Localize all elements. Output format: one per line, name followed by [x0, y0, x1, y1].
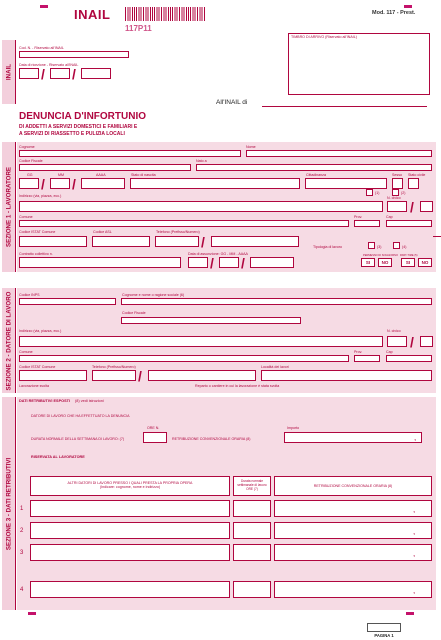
- altri-datori-row-2[interactable]: [30, 522, 230, 539]
- datore-denuncia-label: DATORE DI LAVORO CHE HA EFFETTUATO LA DENUNCIA: [31, 414, 130, 418]
- decimal-comma: ,: [413, 505, 416, 514]
- option-2-checkbox[interactable]: [392, 189, 399, 196]
- date-separator: /: [72, 66, 76, 82]
- gg-label: GG: [27, 173, 33, 177]
- option-1-checkbox[interactable]: [366, 189, 373, 196]
- ore-field[interactable]: [143, 432, 167, 443]
- codice-asl-field[interactable]: [92, 236, 150, 247]
- telefono-datore-numero[interactable]: [148, 370, 256, 381]
- telefono-numero-field[interactable]: [211, 236, 299, 247]
- codice-fiscale-label: Codice Fiscale: [19, 159, 43, 163]
- nato-a-label: Nato a: [196, 159, 207, 163]
- altri-datori-row-4[interactable]: [30, 581, 230, 598]
- retrib-header: [274, 476, 432, 496]
- nome-field[interactable]: [246, 150, 432, 157]
- row-number-3: 3: [20, 550, 24, 556]
- codice-fiscale-field[interactable]: [19, 164, 191, 171]
- nascita-mm-field[interactable]: [50, 178, 70, 189]
- cap-field[interactable]: [386, 220, 432, 227]
- comune-field[interactable]: [19, 220, 349, 227]
- ore-n-label: ORE N.: [147, 426, 160, 430]
- form-title: DENUNCIA D'INFORTUNIO: [19, 111, 147, 122]
- data-ricezione-label: Data di ricezione - Riservato all'INAIL: [19, 63, 79, 67]
- side-label-inail: INAIL: [2, 40, 16, 104]
- option-3-label: (3): [377, 245, 382, 249]
- contratto-label: Contratto collettivo n.: [19, 252, 53, 256]
- altri-datori-title: ALTRI DATORI DI LAVORO PRESSO I QUALI PRESTA LA PROPRIA OPERA: [67, 481, 193, 485]
- part-time-no-checkbox[interactable]: NO: [418, 258, 432, 267]
- n-civico-field-1[interactable]: [387, 201, 407, 212]
- page-number: PAGINA 1: [374, 633, 394, 638]
- stato-civile-label: Stato civile: [408, 173, 426, 177]
- codice-fiscale-datore-label: Codice Fiscale: [122, 311, 146, 315]
- option-2-label: (2): [401, 191, 406, 195]
- row-number-2: 2: [20, 528, 24, 534]
- prov-field[interactable]: [354, 220, 380, 227]
- telefono-datore-prefisso[interactable]: [92, 370, 136, 381]
- codice-istat-datore-label: Codice ISTAT Comune: [19, 365, 56, 369]
- civico-separator: /: [410, 334, 414, 350]
- section-3-sidebar: SEZIONE 3 - DATI RETRIBUTIVI: [2, 397, 16, 610]
- durata-label: DURATA NORMALE DELLA SETTIMANA DI LAVORO: (7): [31, 437, 125, 441]
- option-4-checkbox[interactable]: [393, 242, 400, 249]
- indirizzo-label: Indirizzo (via, piazza, ecc.): [19, 194, 62, 198]
- telefono-label: Telefono (Prefisso/Numero): [156, 230, 200, 234]
- nato-a-field[interactable]: [196, 164, 432, 171]
- page-number-box: [367, 623, 401, 638]
- codice-istat-field[interactable]: [19, 236, 87, 247]
- date-separator: /: [41, 176, 45, 192]
- cod-label: Cod. N. - Riservato all'INAIL: [19, 46, 64, 50]
- date-separator: /: [41, 66, 45, 82]
- riservata-label: RISERVATA AL LAVORATORE: [31, 455, 85, 459]
- data-assunzione-label: Data di assunzione: GG - MM - AAAA: [188, 252, 248, 256]
- ore-row-4[interactable]: [233, 581, 271, 598]
- nascita-aaaa-field[interactable]: [81, 178, 125, 189]
- altri-datori-row-1[interactable]: [30, 500, 230, 517]
- cap-datore-label: Cap: [386, 350, 393, 354]
- decimal-comma: ,: [414, 433, 417, 442]
- stato-civile-field[interactable]: [408, 178, 419, 189]
- dati-esposti-label: [19, 399, 104, 403]
- data-ricezione-mm[interactable]: [50, 68, 70, 79]
- stato-nascita-label: Stato di nascita: [131, 173, 156, 177]
- cittadinanza-label: Cittadinanza: [306, 173, 326, 177]
- form-subtitle-1: DI ADDETTI A SERVIZI DOMESTICI E FAMILIARI E: [19, 124, 138, 130]
- part-time-si-checkbox[interactable]: SI: [401, 258, 415, 267]
- aaaa-label: AAAA: [96, 173, 106, 177]
- assunzione-gg-field[interactable]: [188, 257, 208, 268]
- altri-datori-subtitle: (Indicare: cognome, nome e indirizzo): [99, 485, 161, 489]
- all-inail-label: All'INAIL di: [216, 99, 248, 106]
- data-ricezione-gg[interactable]: [19, 68, 39, 79]
- localita-field[interactable]: [261, 370, 432, 381]
- model-number: Mod. 117 - Prest.: [372, 10, 416, 16]
- decimal-comma: ,: [413, 586, 416, 595]
- form-subtitle-2: A SERVIZI DI RIASSETTO E PULIZIA LOCALI: [19, 131, 125, 137]
- nascita-gg-field[interactable]: [19, 178, 39, 189]
- localita-label: Località dei lavori: [261, 365, 289, 369]
- retrib-row-1[interactable]: [274, 500, 432, 517]
- cittadinanza-field[interactable]: [305, 178, 387, 189]
- registration-mark-bottom-right: [406, 612, 414, 615]
- dati-esposti-note: (8) vedi istruzioni: [75, 399, 104, 403]
- n-civico-datore-field-2[interactable]: [420, 336, 433, 347]
- stato-nascita-field[interactable]: [130, 178, 300, 189]
- retrib-row-4[interactable]: [274, 581, 432, 598]
- importo-field[interactable]: [284, 432, 422, 443]
- telefono-datore-label: Telefono (Prefisso/Numero): [92, 365, 136, 369]
- n-civico-label: N. civico: [387, 196, 401, 200]
- telefono-prefisso-field[interactable]: [155, 236, 199, 247]
- durata-col-2: settimanale di lavoro: [237, 483, 267, 487]
- option-1-label: (1): [375, 191, 380, 195]
- cognome-nome-field[interactable]: [121, 298, 432, 305]
- durata-header: [233, 476, 271, 496]
- durata-col-3: ORE (7): [246, 487, 258, 491]
- date-separator: /: [72, 176, 76, 192]
- retrib-col-title: RETRIBUZIONE CONVENZIONALE ORARIA (8): [313, 484, 393, 488]
- cognome-field[interactable]: [19, 150, 241, 157]
- data-ricezione-aaaa[interactable]: [81, 68, 111, 79]
- section-2-sidebar: SEZIONE 2 - DATORE DI LAVORO: [2, 288, 16, 393]
- sesso-label: Sesso: [392, 173, 402, 177]
- comune-datore-label: Comune: [19, 350, 33, 354]
- codice-istat-label: Codice ISTAT Comune: [19, 230, 56, 234]
- mm-label: MM: [58, 173, 64, 177]
- contratto-field[interactable]: [19, 257, 181, 268]
- civico-separator: /: [410, 199, 414, 215]
- codice-inps-field[interactable]: [19, 298, 116, 305]
- prov-datore-label: Prov.: [354, 350, 363, 354]
- ore-row-3[interactable]: [233, 544, 271, 561]
- all-inail-line: [262, 106, 427, 107]
- durata-col-1: Durata normale: [241, 479, 263, 483]
- indirizzo-field[interactable]: [19, 201, 383, 212]
- option-4-label: (4): [402, 245, 407, 249]
- decimal-comma: ,: [413, 549, 416, 558]
- sesso-field[interactable]: [392, 178, 403, 189]
- n-civico-datore-label: N. civico: [387, 329, 401, 333]
- section-1-sidebar: SEZIONE 1 - LAVORATORE: [2, 142, 16, 272]
- codice-inps-label: Codice INPS: [19, 293, 40, 297]
- part-time-label: PART-TIME (5): [400, 254, 418, 257]
- row-number-4: 4: [20, 587, 24, 593]
- n-civico-datore-field-1[interactable]: [387, 336, 407, 347]
- assunzione-mm-field[interactable]: [219, 257, 239, 268]
- altri-datori-header: [30, 476, 230, 496]
- n-civico-field-2[interactable]: [420, 201, 433, 212]
- importo-label: Importo: [287, 426, 300, 430]
- telefono-separator: /: [201, 234, 205, 250]
- lavorazione-label: Lavorazione svolta: [19, 384, 49, 388]
- permesso-label: PERMESSO DI SOGGIORNO: [363, 254, 399, 257]
- cognome-label: Cognome: [19, 145, 35, 149]
- timbro-arrivo-box: [288, 33, 430, 95]
- cap-datore-field[interactable]: [386, 355, 432, 362]
- codice-asl-label: Codice ASL: [93, 230, 112, 234]
- comune-label: Comune: [19, 215, 33, 219]
- permesso-si-checkbox[interactable]: SI: [361, 258, 375, 267]
- indirizzo-datore-field[interactable]: [19, 336, 383, 347]
- retrib-row-2[interactable]: [274, 522, 432, 539]
- reparto-label: Reparto o cantiere in cui la lavorazione è stata svolta: [195, 384, 280, 388]
- ore-row-2[interactable]: [233, 522, 271, 539]
- cap-label: Cap: [386, 215, 393, 219]
- date-separator: /: [210, 255, 214, 271]
- registration-mark-top-right: [404, 5, 412, 8]
- barcode-number: 117P11: [125, 24, 152, 33]
- altri-datori-row-3[interactable]: [30, 544, 230, 561]
- telefono-separator: /: [138, 368, 142, 384]
- registration-mark-top-left: [40, 5, 48, 8]
- timbro-label: TIMBRO DI ARRIVO (Riservato all'INAIL): [291, 35, 357, 39]
- indirizzo-datore-label: Indirizzo (via, piazza, ecc.): [19, 329, 62, 333]
- margin-tick: [433, 236, 441, 237]
- ore-row-1[interactable]: [233, 500, 271, 517]
- retrib-row-3[interactable]: [274, 544, 432, 561]
- barcode: [125, 7, 205, 21]
- decimal-comma: ,: [413, 527, 416, 536]
- nome-label: Nome: [246, 145, 256, 149]
- date-separator: /: [241, 255, 245, 271]
- cod-field[interactable]: [19, 51, 129, 58]
- row-number-1: 1: [20, 506, 24, 512]
- codice-fiscale-datore-field[interactable]: [121, 317, 301, 324]
- inail-logo: [74, 6, 114, 20]
- option-3-checkbox[interactable]: [368, 242, 375, 249]
- tipologia-label: Tipologia di lavoro: [313, 245, 343, 249]
- cognome-nome-label: Cognome e nome o ragione sociale (6): [122, 293, 185, 297]
- dati-esposti-text: DATI RETRIBUTIVI ESPOSTI: [19, 399, 70, 403]
- comune-datore-field[interactable]: [19, 355, 349, 362]
- retribuzione-label: RETRIBUZIONE CONVENZIONALE ORARIA (8): [172, 437, 251, 441]
- prov-datore-field[interactable]: [354, 355, 380, 362]
- prov-label: Prov.: [354, 215, 363, 219]
- permesso-no-checkbox[interactable]: NO: [378, 258, 392, 267]
- assunzione-aaaa-field[interactable]: [250, 257, 294, 268]
- logo-text: INAIL: [74, 7, 111, 22]
- registration-mark-bottom-left: [28, 612, 36, 615]
- codice-istat-datore-field[interactable]: [19, 370, 87, 381]
